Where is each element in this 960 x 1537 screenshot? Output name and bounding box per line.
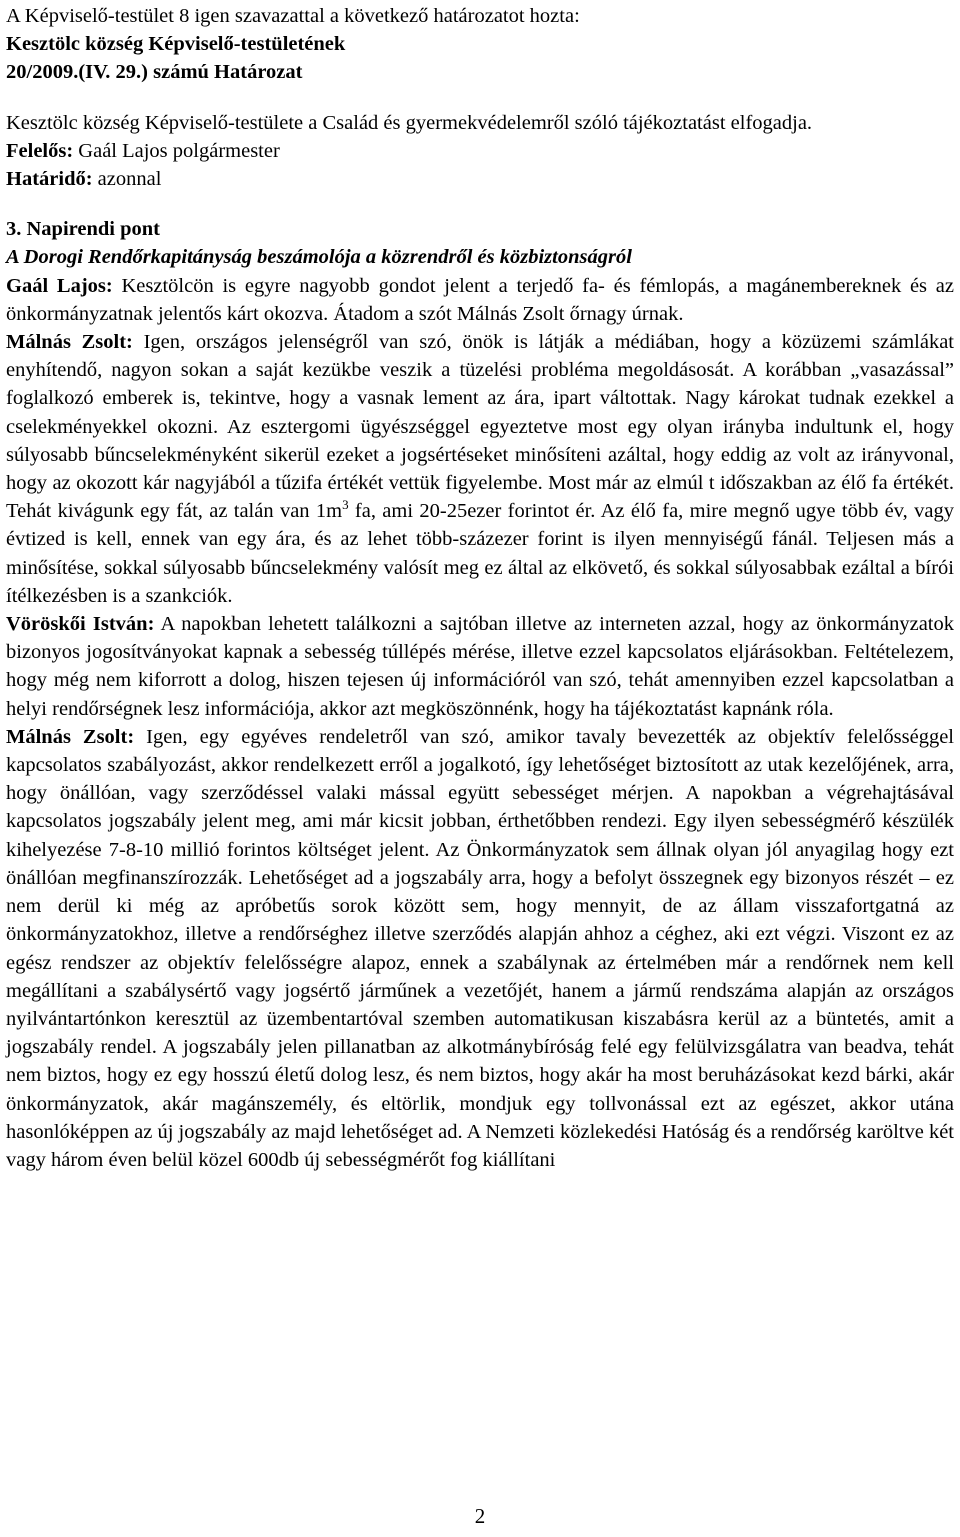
resolution-responsible (6, 137, 954, 165)
deadline-value: azonnal (92, 168, 162, 191)
speech-text: A napokban lehetett találkozni a sajtóban illetve az interneten azzal, hogy az önkormányzatok bizonyos jogosítványokat kapnak a sebesség túllépés mérése, illetve ezzel kapcsolatos eljárásokban. Feltételezem, hogy még nem kiforrott a dolog, hiszen tejesen új információról van szó, tehát amennyiben ezzel kapcsolatban a helyi rendőrségnek lesz információja, akkor azt megköszönnénk, hogy ha tájékoztatást kapnánk róla. (6, 613, 954, 720)
page-number: 2 (474, 1504, 486, 1528)
speech-text: Igen, országos jelenségről van szó, önök is látják a médiában, hogy a közüzemi számlákat enyhítendő, nagyon sokan a saját kezükbe veszik a tüzelési probléma megoldásosát. A korábban „vasazással” foglalkozó emberek is, tekintve, hogy a vasnak lement az ára, ipart váltottak. Nagy károkat tudnak ezekkel a cselekményekkel okozni. Az esztergomi ügyészséggel egyeztetve most egy olyan irányba indultunk el, hogy súlyosabb bűncselekményként sikerül ezeket a jogsértéseket minősíteni azáltal, hogy eddig az volt az irányvonal, hogy az okozott kár nagyjából a tűzifa értékét vettük figyelembe. Most már az elmúl t időszakban az élő fa értékét. Tehát kivágunk egy fát, az talán van 1m (6, 331, 954, 523)
speaker-name: Gaál Lajos: (6, 274, 113, 297)
agenda-title: A Dorogi Rendőrkapitányság beszámolója a közrendről és közbiztonságról (6, 246, 632, 269)
responsible-value: Gaál Lajos polgármester (73, 139, 280, 162)
resolution-body: Kesztölc község Képviselő-testülete a Család és gyermekvédelemről szóló tájékoztatást elfogadja. (6, 111, 813, 134)
speech-malnas-zsolt-1 (6, 328, 954, 610)
resolution-deadline (6, 165, 954, 193)
agenda-heading: 3. Napirendi pont (6, 218, 160, 241)
responsible-label: Felelős: (6, 139, 74, 162)
speech-gaal-lajos (6, 272, 954, 328)
speech-text-cont: fa, ami 20-25ezer forintot ér. Az élő fa, mire megnő ugye több év, vagy évtized is kell, ennek van egy ára, és az lehet több-százezer forint is ilyen mennyiségű fánál. Teljesen más a minősítése, sokkal súlyosabb bűncselekmény valósít meg ez által az elkövető, és sokkal súlyosabbak ezáltal a bírói ítélkezésben is a szankciók. (6, 500, 954, 607)
spacer (6, 87, 954, 109)
speech-voroskoi-istvan (6, 610, 954, 723)
intro-line: A Képviselő-testület 8 igen szavazattal a következő határozatot hozta: (6, 5, 580, 27)
spacer (6, 193, 954, 215)
speech-text: Kesztölcön is egyre nagyobb gondot jelent a terjedő fa- és fémlopás, a magánembereknek és az önkormányzatnak jelentős kárt okozva. Átadom a szót Málnás Zsolt őrnagy úrnak. (6, 274, 954, 325)
superscript: 3 (342, 497, 349, 513)
deadline-label: Határidő: (6, 168, 93, 191)
document-page (6, 2, 954, 1174)
resolution-heading-2: 20/2009.(IV. 29.) számú Határozat (6, 61, 303, 84)
speech-malnas-zsolt-2 (6, 723, 954, 1174)
speaker-name: Málnás Zsolt: (6, 725, 135, 748)
speaker-name: Málnás Zsolt: (6, 331, 133, 354)
speech-text: Igen, egy egyéves rendeletről van szó, amikor tavaly bevezették az objektív felelősséggel kapcsolatos szabályozást, akkor rendelkezett erről a jogalkotó, így lehetőséget biztosított az utak kezelőjének, arra, hogy önállóan, vagy szerződéssel valaki mással együtt sebességet mérjen. A napokban a végrehajtásával kapcsolatos jogszabály jelent meg, ami már kicsit jobban, érthetőbben rendezi. Egy ilyen sebességmérő készülék kihelyezése 7-8-10 millió forintos költséget jelent. Az Önkormányzatok sem állnak olyan jól anyagilag hogy ezt önállóan megfinanszírozzák. Lehetőséget ad a jogszabály arra, hogy a befolyt összegnek egy bizonyos részét – ez nem derül ki még az apróbetűs sorok között sem, hogy mennyit, de az állam visszafortgatná az önkormányzatokhoz, illetve a rendőrséghez illetve szerződés alapján ahhoz a céghez, aki ezt végzi. Viszont ez az egész rendszer az objektív felelősségre alapoz, ennek a szabálynak az értelmében már a rendőrnek nem kell megállítani a szabálysértő vagy jogsértő járműnek a vezetőjét, hanem a jármű rendszáma alapján az országos nyilvántartónkon keresztül az üzembentartóval szemben automatikusan kiszabásra kerül az a büntetés, amit a jogszabály rendel. A jogszabály jelen pillanatban az alkotmánybíróság felé egy felülvizsgálatra van beadva, tehát nem biztos, hogy ez egy hosszú életű dolog lesz, és nem biztos, hogy akár ha most beruházásokat kezd bárki, akár önkormányzatok, akár magánszemély, és eltörlik, mondjuk egy tollvonással ezt az egészet, akkor utána hasonlóképpen az új jogszabály az majd lehetőséget ad. A Nemzeti közlekedési Hatóság és a rendőrség karöltve két vagy három éven belül közel 600db új sebességmérőt fog kiállítani (6, 725, 954, 1171)
resolution-heading-1: Kesztölc község Képviselő-testületének (6, 33, 346, 56)
speaker-name: Vöröskői István: (6, 613, 155, 636)
